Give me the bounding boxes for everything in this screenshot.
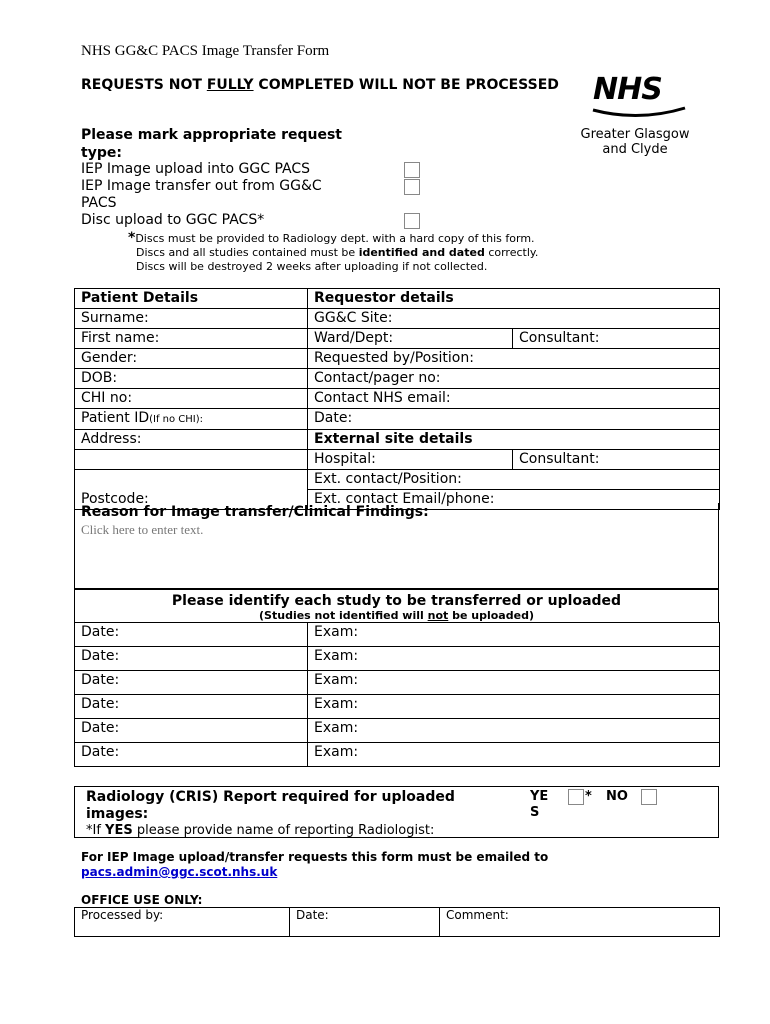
ext-consultant-field[interactable]: Consultant:	[513, 450, 720, 470]
report-yes-label	[530, 789, 548, 821]
option-iep-upload-label: IEP Image upload into GGC PACS	[81, 161, 311, 177]
option-iep-transfer-checkbox[interactable]	[404, 179, 420, 195]
option-disc-upload-checkbox[interactable]	[404, 213, 420, 229]
studies-sub-pre: (Studies not identified will	[259, 609, 428, 622]
office-use-heading: OFFICE USE ONLY:	[81, 893, 203, 907]
details-table	[74, 288, 720, 510]
warning-text	[81, 77, 559, 93]
study-date[interactable]: Date:	[75, 647, 308, 671]
note-2-post: correctly.	[484, 246, 539, 259]
report-label-line1: Radiology (CRIS) Report required for uploaded	[86, 789, 455, 805]
requestor-details-header: Requestor details	[308, 289, 720, 309]
warning-pre: REQUESTS NOT	[81, 77, 207, 93]
study-row	[75, 647, 720, 671]
study-row	[75, 695, 720, 719]
processed-by-field[interactable]: Processed by:	[75, 908, 290, 937]
study-row	[75, 719, 720, 743]
patient-id-note: (If no CHI):	[149, 414, 204, 425]
report-note-bold: YES	[105, 823, 133, 838]
warning-post: COMPLETED WILL NOT BE PROCESSED	[253, 77, 559, 93]
nhs-logo-text: NHS	[593, 72, 662, 107]
studies-sub-post: be uploaded)	[448, 609, 534, 622]
request-type-heading	[81, 126, 342, 162]
hospital-field[interactable]: Hospital:	[308, 450, 513, 470]
reason-box[interactable]	[74, 503, 719, 589]
note-3: Discs will be destroyed 2 weeks after uploading if not collected.	[136, 260, 488, 273]
nhs-logo-board	[575, 127, 695, 157]
patient-id-field[interactable]	[75, 409, 308, 430]
report-note	[86, 823, 434, 838]
patient-id-label: Patient ID	[81, 410, 150, 426]
disc-notes	[128, 231, 538, 274]
report-no-checkbox[interactable]	[641, 789, 657, 805]
study-exam[interactable]: Exam:	[308, 623, 720, 647]
ggc-site-field[interactable]: GG&C Site:	[308, 309, 720, 329]
report-star: *	[585, 789, 592, 804]
report-label-line2: images:	[86, 806, 149, 822]
study-date[interactable]: Date:	[75, 671, 308, 695]
option-disc-upload-label: Disc upload to GGC PACS*	[81, 212, 265, 228]
note-star: *	[128, 230, 136, 246]
study-date[interactable]: Date:	[75, 743, 308, 767]
note-1: Discs must be provided to Radiology dept. with a hard copy of this form.	[135, 232, 535, 245]
reason-placeholder[interactable]: Click here to enter text.	[81, 522, 204, 537]
address-field[interactable]: Address:	[75, 430, 308, 450]
report-box	[74, 786, 719, 838]
email-line1: For IEP Image upload/transfer requests this form must be emailed to	[81, 850, 549, 864]
logo-line2: and Clyde	[602, 142, 668, 157]
request-heading-line2: type:	[81, 145, 122, 161]
study-exam[interactable]: Exam:	[308, 719, 720, 743]
note-2-bold: identified and dated	[358, 246, 485, 259]
study-exam[interactable]: Exam:	[308, 695, 720, 719]
studies-sub-em: not	[427, 609, 449, 622]
study-date[interactable]: Date:	[75, 719, 308, 743]
dob-field[interactable]: DOB:	[75, 369, 308, 389]
study-row	[75, 671, 720, 695]
report-label	[86, 789, 455, 823]
contact-pager-field[interactable]: Contact/pager no:	[308, 369, 720, 389]
surname-field[interactable]: Surname:	[75, 309, 308, 329]
option-iep-transfer-label: IEP Image transfer out from GG&C	[81, 178, 322, 194]
study-date[interactable]: Date:	[75, 695, 308, 719]
study-exam[interactable]: Exam:	[308, 647, 720, 671]
request-heading-line1: Please mark appropriate request	[81, 127, 342, 143]
study-exam[interactable]: Exam:	[308, 671, 720, 695]
studies-heading: Please identify each study to be transferred or uploaded	[171, 593, 622, 609]
consultant-field[interactable]: Consultant:	[513, 329, 720, 349]
email-instructions	[81, 850, 548, 880]
logo-line1: Greater Glasgow	[580, 127, 690, 142]
option-iep-upload-checkbox[interactable]	[404, 162, 420, 178]
patient-details-header: Patient Details	[75, 289, 308, 309]
report-yes-2: S	[530, 805, 540, 820]
office-table	[74, 907, 720, 937]
request-options	[81, 161, 322, 229]
report-yes-1: YE	[530, 789, 549, 804]
request-date-field[interactable]: Date:	[308, 409, 720, 430]
studies-table	[74, 622, 720, 767]
external-site-header: External site details	[308, 430, 720, 450]
option-iep-transfer-label-2: PACS	[81, 195, 117, 211]
report-no-label: NO	[606, 789, 628, 804]
report-yes-checkbox[interactable]	[568, 789, 584, 805]
ward-field[interactable]: Ward/Dept:	[308, 329, 513, 349]
email-address-link[interactable]: pacs.admin@ggc.scot.nhs.uk	[81, 865, 278, 879]
reason-label: Reason for Image transfer/Clinical Findings:	[81, 504, 429, 520]
first-name-field[interactable]: First name:	[75, 329, 308, 349]
nhs-logo-swoosh	[591, 106, 687, 122]
ext-contact-field[interactable]: Ext. contact/Position:	[308, 470, 720, 490]
note-2-pre: Discs and all studies contained must be	[136, 246, 359, 259]
study-exam[interactable]: Exam:	[308, 743, 720, 767]
requested-by-field[interactable]: Requested by/Position:	[308, 349, 720, 369]
gender-field[interactable]: Gender:	[75, 349, 308, 369]
chi-field[interactable]: CHI no:	[75, 389, 308, 409]
studies-heading-box	[74, 589, 719, 623]
study-row	[75, 623, 720, 647]
postcode-field[interactable]: Postcode:	[75, 490, 308, 510]
warning-em: FULLY	[206, 77, 254, 93]
study-row	[75, 743, 720, 767]
form-header: NHS GG&C PACS Image Transfer Form	[81, 43, 330, 59]
study-date[interactable]: Date:	[75, 623, 308, 647]
address-line-3[interactable]	[75, 470, 308, 490]
comment-field[interactable]: Comment:	[440, 908, 720, 937]
office-date-field[interactable]: Date:	[290, 908, 440, 937]
report-note-post: please provide name of reporting Radiologist:	[132, 823, 435, 838]
report-note-pre: *If	[86, 823, 106, 838]
address-line-2[interactable]	[75, 450, 308, 470]
contact-email-field[interactable]: Contact NHS email:	[308, 389, 720, 409]
ext-email-field[interactable]: Ext. contact Email/phone:	[308, 490, 720, 510]
